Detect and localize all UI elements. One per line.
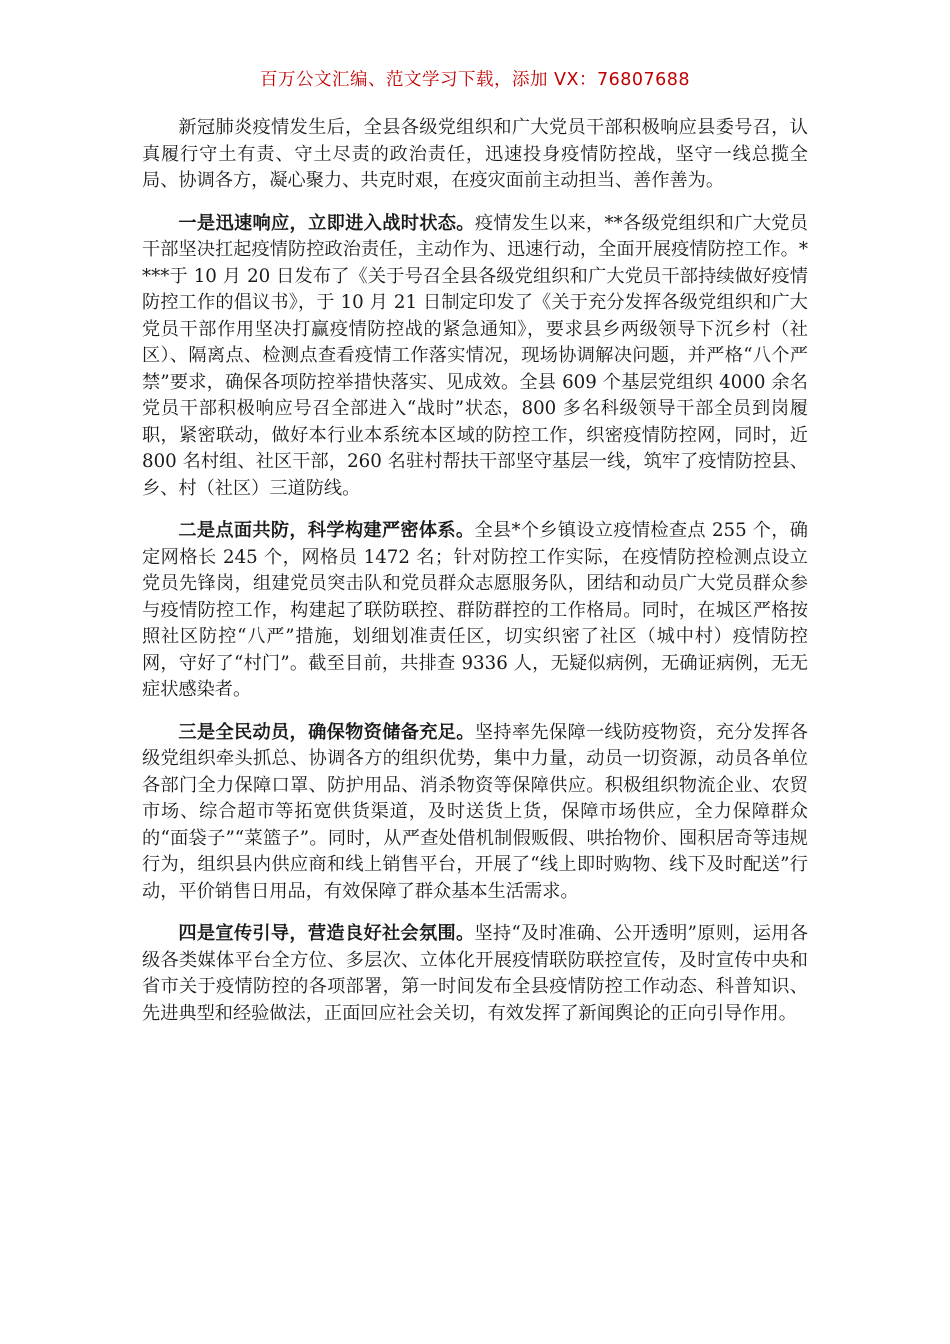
paragraph-text: 全县*个乡镇设立疫情检查点 255 个，确定网格长 245 个，网格员 1472 名；针对防控工作实际，在疫情防控检测点设立党员先锋岗，组建党员突击队和党员群众志愿服务队，团结和动员广大党员群众参与疫情防控工作，构建起了联防联控、群防群控的工作格局。同时，在城区严格按照社区防控“八严”措施，划细划准责任区，切实织密了社区（城中村）疫情防控网，守好了“村门”。截至目前，共排查 9336 人，无疑似病例，无确证病例，无无症状感染者。 <box>142 520 808 700</box>
paragraph-text: 疫情发生以来，**各级党组织和广大党员干部坚决扛起疫情防控政治责任，主动作为、迅速行动，全面开展疫情防控工作。****于 10 月 20 日发布了《关于号召全县各级党组织和广大党员干部持续做好疫情防控工作的倡议书》，于 10 月 21 日制定印发了《关于充分发挥各级党组织和广大党员干部作用坚决打赢疫情防控战的紧急通知》，要求县乡两级领导下沉乡村（社区）、隔离点、检测点查看疫情工作落实情况，现场协调解决问题，并严格“八个严禁”要求，确保各项防控举措快落实、见成效。全县 609 个基层党组织 4000 余名党员干部积极响应号召全部进入“战时”状态，800 多名科级领导干部全员到岗履职，紧密联动，做好本行业本系统本区域的防控工作，织密疫情防控网，同时，近 800 名村组、社区干部，260 名驻村帮扶干部坚守基层一线，筑牢了疫情防控县、乡、村（社区）三道防线。 <box>142 212 808 499</box>
document-body <box>142 115 808 1043</box>
paragraph-intro <box>142 115 808 195</box>
paragraph-lead: 二是点面共防，科学构建严密体系。 <box>178 520 475 541</box>
header-banner: 百万公文汇编、范文学习下载，添加 VX：76807688 <box>259 70 691 90</box>
paragraph-lead: 一是迅速响应，立即进入战时状态。 <box>178 212 475 234</box>
paragraph-point-4 <box>142 921 808 1027</box>
paragraph-text: 新冠肺炎疫情发生后，全县各级党组织和广大党员干部积极响应县委号召，认真履行守土有责、守土尽责的政治责任，迅速投身疫情防控战，坚守一线总揽全局、协调各方，凝心聚力、共克时艰，在疫灾面前主动担当、善作善为。 <box>142 117 808 191</box>
paragraph-lead: 四是宣传引导，营造良好社会氛围。 <box>178 923 475 944</box>
paragraph-point-1 <box>142 211 808 503</box>
paragraph-lead: 三是全民动员，确保物资储备充足。 <box>178 721 475 743</box>
paragraph-point-2 <box>142 518 808 704</box>
paragraph-point-3 <box>142 720 808 906</box>
paragraph-text: 坚持“及时准确、公开透明”原则，运用各级各类媒体平台全方位、多层次、立体化开展疫情联防联控宣传，及时宣传中央和省市关于疫情防控的各项部署，第一时间发布全县疫情防控工作动态、科普知识、先进典型和经验做法，正面回应社会关切，有效发挥了新闻舆论的正向引导作用。 <box>142 923 808 1024</box>
paragraph-text: 坚持率先保障一线防疫物资，充分发挥各级党组织牵头抓总、协调各方的组织优势，集中力量，动员一切资源，动员各单位各部门全力保障口罩、防护用品、消杀物资等保障供应。积极组织物流企业、农贸市场、综合超市等拓宽供货渠道，及时送货上货，保障市场供应，全力保障群众的“面袋子”“菜篮子”。同时，从严查处借机制假贩假、哄抬物价、囤积居奇等违规行为，组织县内供应商和线上销售平台，开展了“线上即时购物、线下及时配送”行动，平价销售日用品，有效保障了群众基本生活需求。 <box>142 721 808 902</box>
